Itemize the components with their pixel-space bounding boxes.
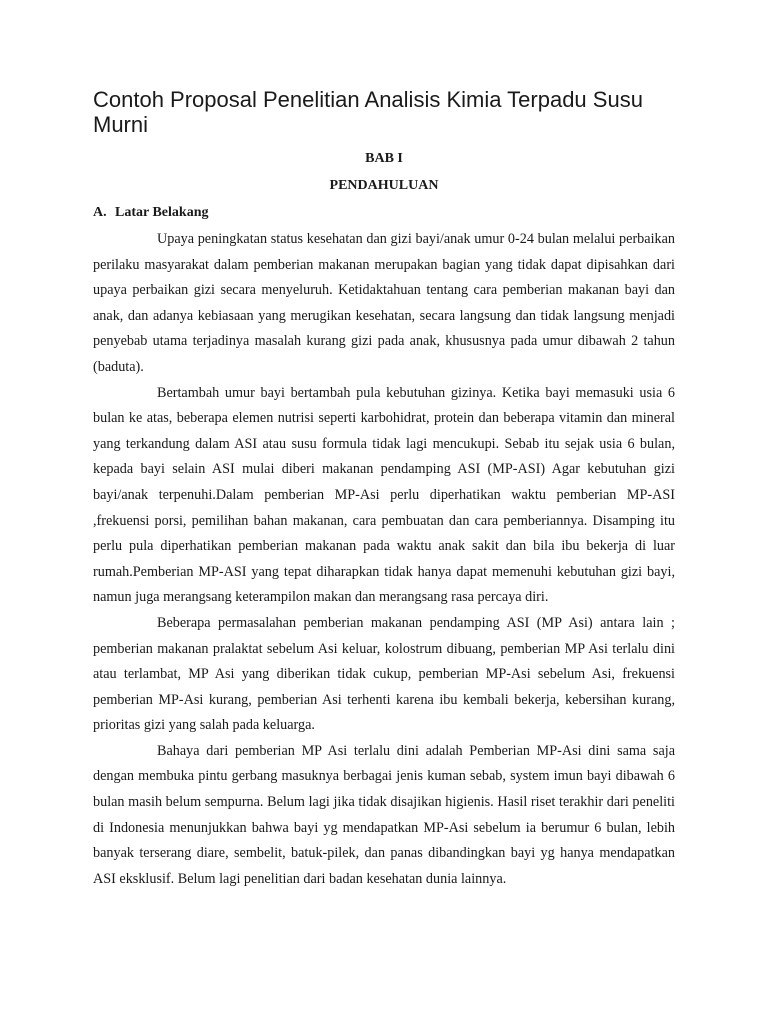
section-heading-text: Latar Belakang bbox=[115, 205, 209, 220]
document-title: Contoh Proposal Penelitian Analisis Kimia Terpadu Susu Murni bbox=[93, 87, 643, 137]
section-heading bbox=[93, 204, 208, 222]
paragraph: Bahaya dari pemberian MP Asi terlalu dini adalah Pemberian MP-Asi dini sama saja dengan membuka pintu gerbang masuknya berbagai jenis kuman sebab, system imun bayi dibawah 6 bulan masih belum sempurna. Belum lagi jika tidak disajikan higienis. Hasil riset terakhir dari peneliti di Indonesia menunjukkan bahwa bayi yg mendapatkan MP-Asi sebelum ia berumur 6 bulan, lebih banyak terserang diare, sembelit, batuk-pilek, dan panas dibandingkan bayi yg hanya mendapatkan ASI eksklusif. Belum lagi penelitian dari badan kesehatan dunia lainnya. bbox=[93, 742, 675, 887]
chapter-title: PENDAHULUAN bbox=[329, 178, 439, 193]
paragraph: Beberapa permasalahan pemberian makanan pendamping ASI (MP Asi) antara lain ; pemberian makanan pralaktat sebelum Asi keluar, kolostrum dibuang, pemberian MP Asi terlalu dini atau terlambat, MP Asi yang diberikan tidak cukup, pemberian MP-Asi sebelum Asi, frekuensi pemberian MP-Asi kurang, pemberian Asi terhenti karena ibu kembali bekerja, kebersihan kurang, prioritas gizi yang salah pada keluarga. bbox=[93, 614, 675, 734]
paragraph: Bertambah umur bayi bertambah pula kebutuhan gizinya. Ketika bayi memasuki usia 6 bulan ke atas, beberapa elemen nutrisi seperti karbohidrat, protein dan beberapa vitamin dan mineral yang terkandung dalam ASI atau susu formula tidak lagi mencukupi. Sebab itu sejak usia 6 bulan, kepada bayi selain ASI mulai diberi makanan pendamping ASI (MP-ASI) Agar kebutuhan gizi bayi/anak terpenuhi.Dalam pemberian MP-Asi perlu diperhatikan waktu pemberian MP-ASI ,frekuensi porsi, pemilihan bahan makanan, cara pembuatan dan cara pemberiannya. Disamping itu perlu pula diperhatikan pemberian makanan pada waktu anak sakit dan bila ibu bekerja di luar rumah.Pemberian MP-ASI yang tepat diharapkan tidak hanya dapat memenuhi kebutuhan gizi bayi, namun juga merangsang keterampilon makan dan merangsang rasa percaya diri. bbox=[93, 384, 675, 606]
paragraph: Upaya peningkatan status kesehatan dan gizi bayi/anak umur 0-24 bulan melalui perbaikan perilaku masyarakat dalam pemberian makanan merupakan bagian yang tidak dapat dipisahkan dari upaya perbaikan gizi secara menyeluruh. Ketidaktahuan tentang cara pemberian makanan bayi dan anak, dan adanya kebiasaan yang merugikan kesehatan, secara langsung dan tidak langsung menjadi penyebab utama terjadinya masalah kurang gizi pada anak, khususnya pada umur dibawah 2 tahun (baduta). bbox=[93, 231, 675, 375]
body-text bbox=[93, 227, 675, 892]
section-marker: A. bbox=[93, 205, 107, 220]
chapter-number: BAB I bbox=[365, 151, 403, 166]
